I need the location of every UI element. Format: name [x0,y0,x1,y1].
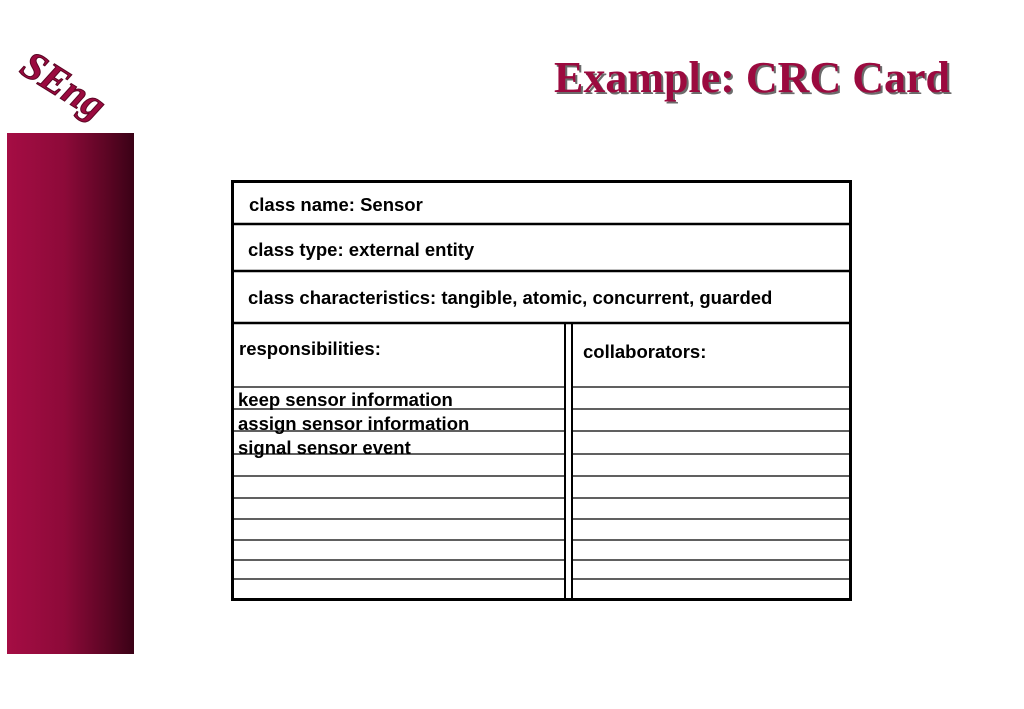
class-name-field: class name: Sensor [249,194,423,215]
responsibilities-header: responsibilities: [239,338,381,359]
crc-card [231,180,852,601]
collaborators-header: collaborators: [583,341,707,362]
logo-text: SEng [13,41,115,128]
sidebar-accent-bar [7,133,134,654]
responsibility-item: assign sensor information [238,413,470,434]
seng-logo [10,40,140,130]
class-type-field: class type: external entity [248,239,475,260]
class-characteristics-field: class characteristics: tangible, atomic, concurrent, guarded [248,287,773,308]
slide-title: Example: CRC Card [554,53,950,102]
responsibility-item: signal sensor event [238,437,411,458]
responsibility-item: keep sensor information [238,389,453,410]
